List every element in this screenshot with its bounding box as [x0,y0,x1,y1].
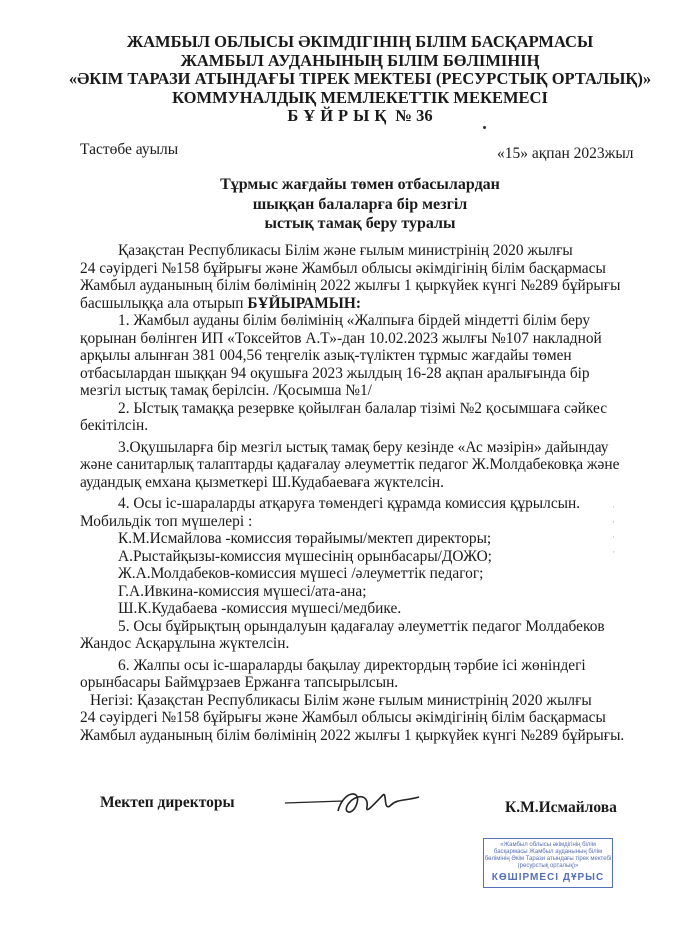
stamp-copy-label: КӨШІРМЕСІ ДҰРЫС [491,872,605,883]
stamp-text: «Жамбыл облысы әкімдігінің білім басқармасы Жамбыл ауданының білім бөлімінің Әкім Тарази атындағы тірек мектебі (ресурстық орталық)» [484,842,612,869]
basis-line: 24 сәуірдегі №158 бұйрығы және Жамбыл облысы әкімдігінің білім басқармасы [80,709,606,726]
order-label: БҰЙРЫҚ [287,106,392,125]
item-1-line: арқылы алынған 381 004,56 теңгелік азық-түліктен тұрмыс жағдайы төмен [80,347,572,364]
item-1-line: мезгіл ыстық тамақ берілсін. /Қосымша №1/ [80,382,372,399]
item-6-line: 6. Жалпы осы іс-шараларды бақылау директордың тәрбие ісі жөніндегі [118,656,586,674]
intro-line: 24 сәуірдегі №158 бұйрығы және Жамбыл облысы әкімдігінің білім басқармасы [80,259,606,277]
order-number: № 36 [395,106,433,125]
ink-dot [483,126,486,129]
order-title [170,175,550,234]
item-3-line: 3.Оқушыларға бір мезгіл ыстық тамақ беру кезінде «Ас мәзірін» дайындау [118,438,609,456]
date: «15» ақпан 2023жыл [497,145,634,162]
item-3-line: және санитарлық талаптарды қадағалау әлеуметтік педагог Ж.Молдабековқа және [80,456,620,473]
item-1-line: отбасылардан шыққан 94 оқушыға 2023 жылдың 16-28 ақпан аралығында бір [80,364,590,382]
item-5-line: Жандос Асқарұлына жүктелсін. [80,635,290,652]
letterhead [60,33,660,126]
margin-marks: · · · · [612,502,615,557]
signatory-name: К.М.Исмайлова [505,799,617,816]
item-4-line: Мобильдік топ мүшелері : [80,512,253,530]
order-body [80,242,650,744]
item-1-line: 1. Жамбыл ауданы білім бөлімінің «Жалпыға бірдей міндетті білім беру [118,312,591,329]
member-line: К.М.Исмайлова -комиссия төрайымы/мектеп директоры; [118,530,492,547]
title-line-2: шыққан балаларға бір мезгіл [252,195,468,213]
item-3-line: аудандық емхана қызметкері Ш.Кудабаеваға жүктелсін. [80,473,444,491]
item-5-line: 5. Осы бұйрықтың орындалуын қадағалау әлеуметтік педагог Молдабеков [118,617,605,635]
order-word: БҰЙЫРАМЫН: [247,294,362,312]
title-line-3: ыстық тамақ беру туралы [264,215,456,232]
item-2-line: бекітілсін. [80,417,149,434]
member-line: Г.А.Ивкина-комиссия мүшесі/ата-ана; [118,582,367,600]
certification-stamp [483,838,613,888]
place: Тастөбе ауылы [80,141,179,158]
member-line: Ж.А.Молдабеков-комиссия мүшесі /әлеуметтік педагог; [118,565,484,582]
signature-label: Мектеп директоры [100,794,235,811]
item-6-line: орынбасары Баймұрзаев Ержанға тапсырылсын. [80,674,399,691]
handwritten-signature [283,783,423,825]
member-line: Ш.К.Кудабаева -комиссия мүшесі/медбике. [118,600,402,617]
title-line-1: Тұрмыс жағдайы төмен отбасылардан [220,176,500,193]
header-line-3: «ӘКІМ ТАРАЗИ АТЫНДАҒЫ ТІРЕК МЕКТЕБІ (РЕСУРСТЫҚ ОРТАЛЫҚ)» [68,69,652,88]
intro-line [80,295,650,313]
header-line-1: ЖАМБЫЛ ОБЛЫСЫ ӘКІМДІГІНІҢ БІЛІМ БАСҚАРМАСЫ [126,32,594,51]
intro-line-end: басшылыққа ала отырып [80,294,244,312]
basis-line: Негізі: Қазақстан Республикасы Білім және ғылым министрінің 2020 жылғы [90,691,592,709]
header-line-2: ЖАМБЫЛ АУДАНЫНЫҢ БІЛІМ БӨЛІМІНІҢ [180,50,540,70]
item-2-line: 2. Ыстық тамаққа резервке қойылған балалар тізімі №2 қосымшаға сәйкес [118,399,608,417]
item-4-line: 4. Осы іс-шараларды атқаруға төмендегі құрамда комиссия құрылсын. [118,495,581,512]
intro-line: Жамбыл ауданының білім бөлімінің 2022 жылғы 1 қыркүйек күнгі №289 бұйрығы [80,277,621,294]
basis-line: Жамбыл ауданының білім бөлімінің 2022 жылғы 1 қыркүйек күнгі №289 бұйрығы. [80,726,625,744]
header-line-4: КОММУНАЛДЫҚ МЕМЛЕКЕТТІК МЕКЕМЕСІ [172,87,548,107]
member-line: А.Рыстайқызы-комиссия мүшесінің орынбасары/ДОЖО; [118,547,492,565]
item-1-line: қорынан бөлінген ИП «Токсейтов А.Т»-дан 10.02.2023 жылғы №107 накладной [80,329,602,347]
order-heading [60,107,660,126]
intro-line: Қазақстан Республикасы Білім және ғылым министрінің 2020 жылғы [118,242,573,259]
